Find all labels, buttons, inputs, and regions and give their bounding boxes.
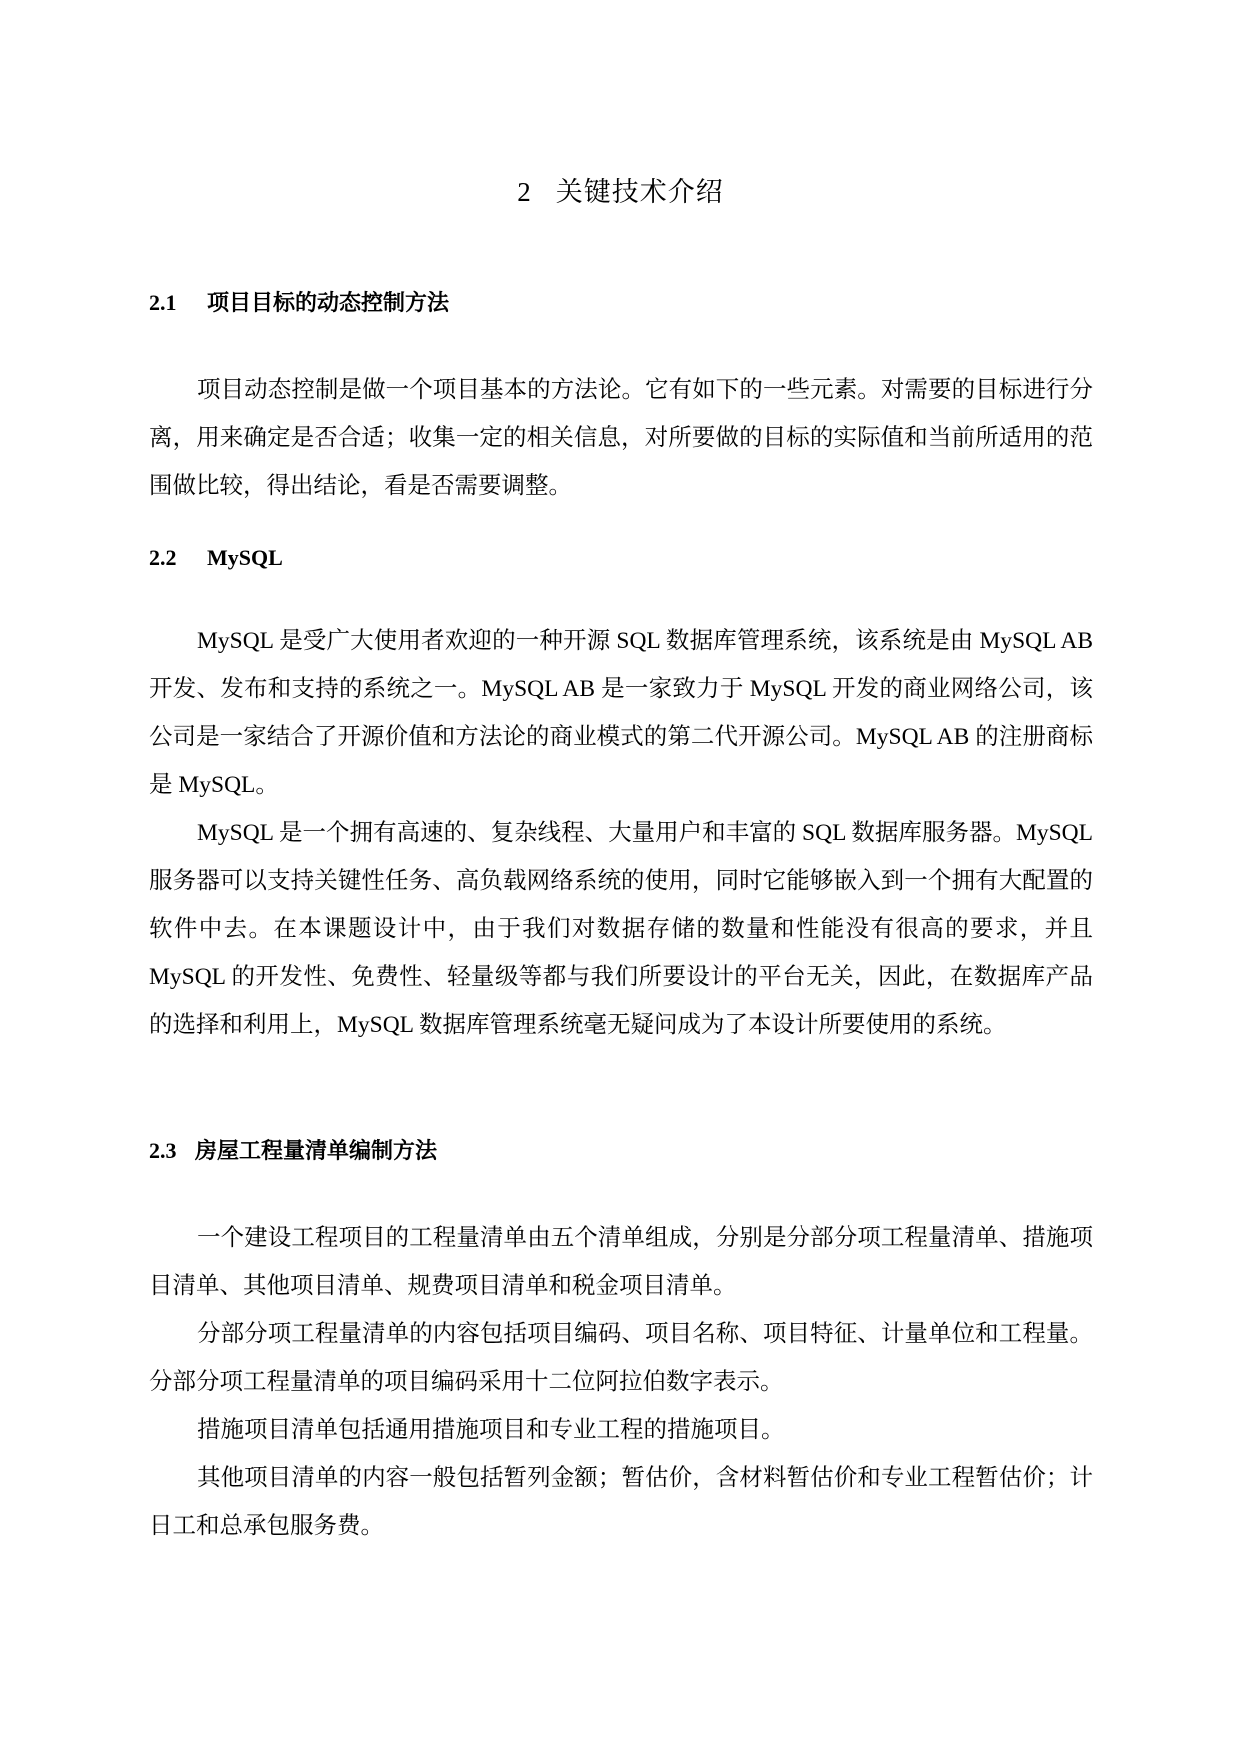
paragraph: 措施项目清单包括通用措施项目和专业工程的措施项目。 bbox=[197, 1417, 785, 1443]
paragraph: 其他项目清单的内容一般包括暂列金额；暂估价，含材料暂估价和专业工程暂估价；计日工和总承包服务费。 bbox=[149, 1465, 1093, 1539]
paragraph: 一个建设工程项目的工程量清单由五个清单组成，分别是分部分项工程量清单、措施项目清单、其他项目清单、规费项目清单和税金项目清单。 bbox=[149, 1225, 1093, 1299]
section-heading-2-2 bbox=[149, 541, 283, 575]
section-title: 项目目标的动态控制方法 bbox=[207, 290, 450, 315]
chapter-number: 2 bbox=[517, 177, 532, 207]
section-number: 2.1 bbox=[149, 290, 177, 315]
chapter-title-text: 关键技术介绍 bbox=[555, 177, 724, 207]
paragraph: MySQL 是受广大使用者欢迎的一种开源 SQL 数据库管理系统，该系统是由 MySQL AB 开发、发布和支持的系统之一。MySQL AB 是一家致力于 MySQL 开发的商业网络公司，该公司是一家结合了开源价值和方法论的商业模式的第二代开源公司。MySQL AB 的注册商标是 MySQL。 bbox=[149, 628, 1093, 798]
section-title: MySQL bbox=[207, 545, 283, 570]
section-number: 2.2 bbox=[149, 545, 177, 570]
section-heading-2-1 bbox=[149, 286, 449, 320]
section-title: 房屋工程量清单编制方法 bbox=[195, 1138, 438, 1163]
paragraph: 分部分项工程量清单的内容包括项目编码、项目名称、项目特征、计量单位和工程量。分部分项工程量清单的项目编码采用十二位阿拉伯数字表示。 bbox=[149, 1321, 1093, 1395]
section-number: 2.3 bbox=[149, 1138, 177, 1163]
chapter-title bbox=[0, 172, 1241, 212]
paragraph: 项目动态控制是做一个项目基本的方法论。它有如下的一些元素。对需要的目标进行分离，用来确定是否合适；收集一定的相关信息，对所要做的目标的实际值和当前所适用的范围做比较，得出结论，看是否需要调整。 bbox=[149, 377, 1093, 499]
section-heading-2-3 bbox=[149, 1134, 437, 1168]
paragraph: MySQL 是一个拥有高速的、复杂线程、大量用户和丰富的 SQL 数据库服务器。MySQL 服务器可以支持关键性任务、高负载网络系统的使用，同时它能够嵌入到一个拥有大配置的软件中去。在本课题设计中，由于我们对数据存储的数量和性能没有很高的要求，并且 MySQL 的开发性、免费性、轻量级等都与我们所要设计的平台无关，因此，在数据库产品的选择和利用上，MySQL 数据库管理系统毫无疑问成为了本设计所要使用的系统。 bbox=[149, 820, 1093, 1038]
